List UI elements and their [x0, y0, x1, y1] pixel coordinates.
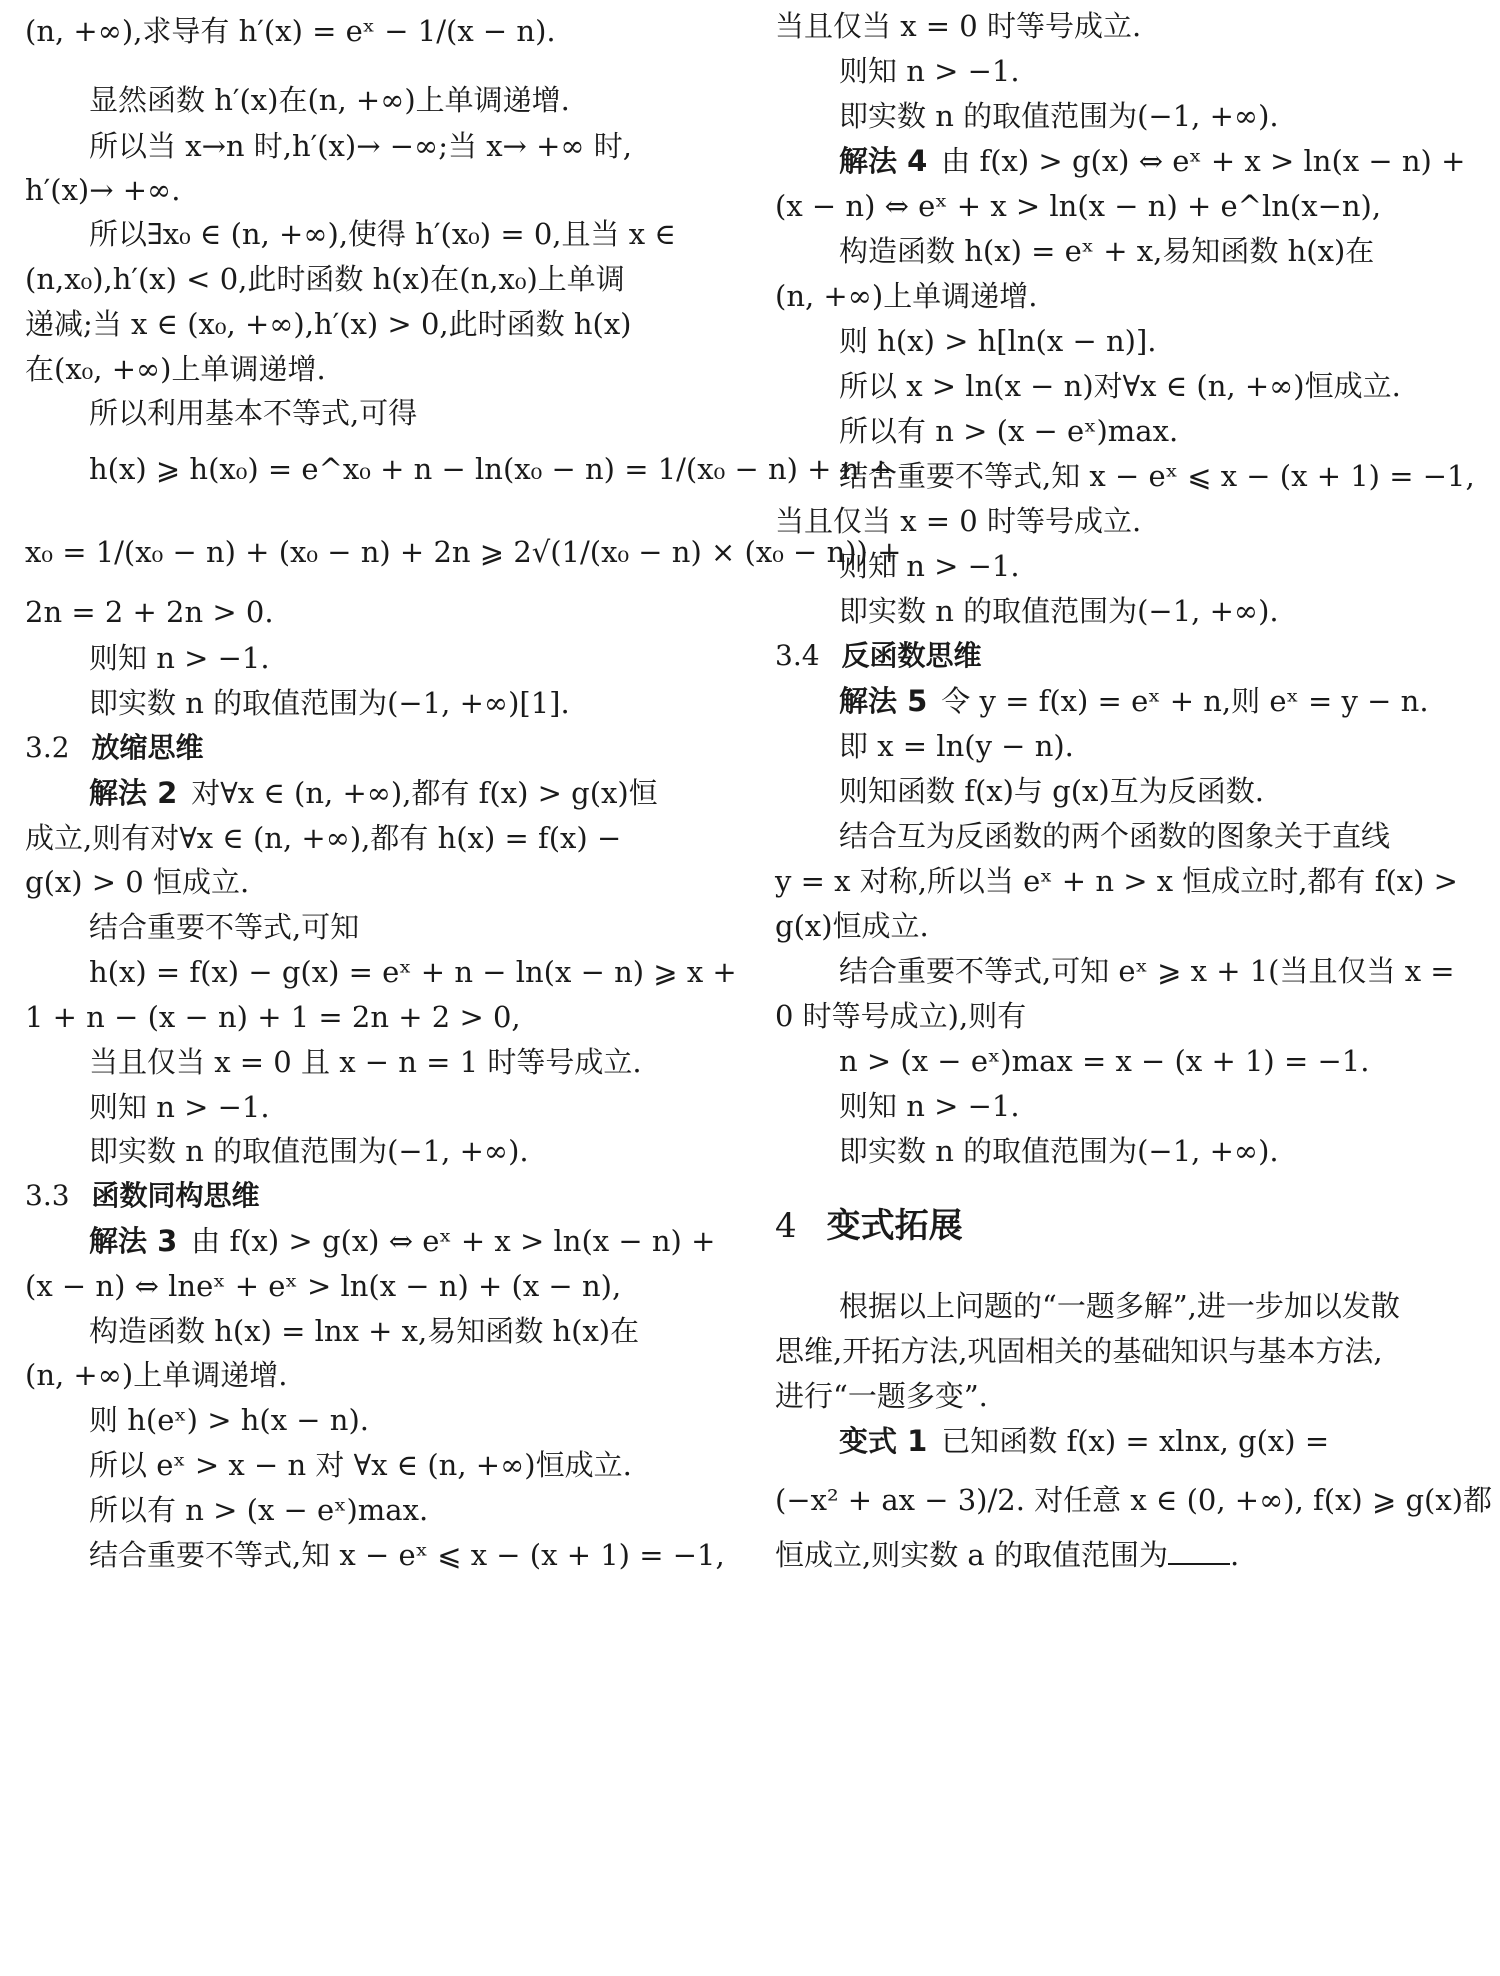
text-line: 0 时等号成立),则有 — [775, 999, 1027, 1033]
section-title: 变式拓展 — [826, 1206, 963, 1246]
text-line: h′(x)→ +∞. — [25, 173, 181, 207]
text-line: 解法 2 对∀x ∈ (n, +∞),都有 f(x) > g(x)恒 — [89, 776, 658, 810]
text-line: 结合互为反函数的两个函数的图象关于直线 — [839, 819, 1391, 853]
formula-line: x₀ = 1/(x₀ − n) + (x₀ − n) + 2n ⩾ 2√(1/(x₀ − n) × (x₀ − n)) + — [25, 535, 902, 569]
text-line: 结合重要不等式,知 x − eˣ ⩽ x − (x + 1) = −1, — [89, 1538, 725, 1572]
text-line: 思维,开拓方法,巩固相关的基础知识与基本方法, — [775, 1334, 1383, 1368]
text-line: 结合重要不等式,可知 — [89, 910, 360, 944]
text-line: 即 x = ln(y − n). — [839, 729, 1074, 763]
section-number: 4 — [775, 1206, 797, 1246]
text-line: 则知 n > −1. — [839, 1089, 1020, 1123]
text-line: 恒成立,则实数 a 的取值范围为 . — [775, 1538, 1240, 1572]
text-line: (n, +∞)上单调递增. — [25, 1358, 288, 1392]
text-line: 即实数 n 的取值范围为(−1, +∞)[1]. — [89, 686, 570, 720]
text-line: 则知 n > −1. — [89, 1090, 270, 1124]
text-line: 所以 x > ln(x − n)对∀x ∈ (n, +∞)恒成立. — [839, 369, 1401, 403]
text-line: (n, +∞)上单调递增. — [775, 279, 1038, 313]
section-number: 3.2 — [25, 731, 70, 764]
text-line: (n, +∞),求导有 h′(x) = eˣ − 1/(x − n). — [25, 14, 556, 48]
answer-blank — [1168, 1539, 1230, 1565]
method-label: 解法 5 — [839, 684, 928, 718]
section-title: 反函数思维 — [841, 639, 982, 672]
text-line: 即实数 n 的取值范围为(−1, +∞). — [839, 1134, 1279, 1168]
text-line: 即实数 n 的取值范围为(−1, +∞). — [839, 594, 1279, 628]
text-line: 解法 3 由 f(x) > g(x) ⇔ eˣ + x > ln(x − n) + — [89, 1224, 716, 1258]
section-heading — [25, 728, 204, 768]
method-label: 解法 2 — [89, 776, 178, 810]
text-line: y = x 对称,所以当 eˣ + n > x 恒成立时,都有 f(x) > — [775, 864, 1458, 898]
formula-line: n > (x − eˣ)max = x − (x + 1) = −1. — [839, 1044, 1370, 1078]
text-line: 所以有 n > (x − eˣ)max. — [89, 1493, 429, 1527]
text-line: 则 h(x) > h[ln(x − n)]. — [839, 324, 1157, 358]
section-heading — [775, 1206, 963, 1246]
method-label: 解法 3 — [89, 1224, 178, 1258]
section-number: 3.3 — [25, 1179, 70, 1212]
formula-line: h(x) = f(x) − g(x) = eˣ + n − ln(x − n) ⩾ x + — [89, 955, 737, 989]
formula-line: (x − n) ⇔ eˣ + x > ln(x − n) + e^ln(x−n), — [775, 189, 1382, 223]
text-line: 则知 n > −1. — [89, 641, 270, 675]
text-line: 当且仅当 x = 0 时等号成立. — [775, 504, 1142, 538]
text-line: 当且仅当 x = 0 时等号成立. — [775, 9, 1142, 43]
text-line: 在(x₀, +∞)上单调递增. — [25, 352, 326, 386]
section-title: 放缩思维 — [91, 731, 204, 764]
text-line: 所以∃x₀ ∈ (n, +∞),使得 h′(x₀) = 0,且当 x ∈ — [89, 217, 676, 251]
text-line: 构造函数 h(x) = lnx + x,易知函数 h(x)在 — [89, 1314, 640, 1348]
text-line: 当且仅当 x = 0 且 x − n = 1 时等号成立. — [89, 1045, 642, 1079]
text-line: 递减;当 x ∈ (x₀, +∞),h′(x) > 0,此时函数 h(x) — [25, 307, 632, 341]
text-line: 所以利用基本不等式,可得 — [89, 396, 418, 430]
text-line: 构造函数 h(x) = eˣ + x,易知函数 h(x)在 — [839, 234, 1375, 268]
formula-line: h(x) ⩾ h(x₀) = e^x₀ + n − ln(x₀ − n) = 1/(x₀ − n) + n + — [89, 452, 893, 486]
text-line: 则知函数 f(x)与 g(x)互为反函数. — [839, 774, 1264, 808]
text-line: 解法 5 令 y = f(x) = eˣ + n,则 eˣ = y − n. — [839, 684, 1429, 718]
text-line: g(x) > 0 恒成立. — [25, 865, 250, 899]
section-title: 函数同构思维 — [91, 1179, 260, 1212]
text-line: 变式 1 已知函数 f(x) = xlnx, g(x) = — [839, 1424, 1330, 1458]
text-line: 所以 eˣ > x − n 对 ∀x ∈ (n, +∞)恒成立. — [89, 1448, 632, 1482]
text-line: (n,x₀),h′(x) < 0,此时函数 h(x)在(n,x₀)上单调 — [25, 262, 625, 296]
text-line: 成立,则有对∀x ∈ (n, +∞),都有 h(x) = f(x) − — [25, 821, 622, 855]
text-line: 即实数 n 的取值范围为(−1, +∞). — [89, 1134, 529, 1168]
section-heading — [775, 636, 982, 676]
formula-line: 1 + n − (x − n) + 1 = 2n + 2 > 0, — [25, 1000, 521, 1034]
text-line: 进行“一题多变”. — [775, 1379, 988, 1413]
text-line: 所以有 n > (x − eˣ)max. — [839, 414, 1179, 448]
text-line: 则知 n > −1. — [839, 549, 1020, 583]
formula-line: (x − n) ⇔ lneˣ + eˣ > ln(x − n) + (x − n), — [25, 1269, 622, 1303]
text-line: 即实数 n 的取值范围为(−1, +∞). — [839, 99, 1279, 133]
section-number: 3.4 — [775, 639, 820, 672]
text-line: g(x)恒成立. — [775, 909, 929, 943]
method-label: 解法 4 — [839, 144, 928, 178]
formula-line: (−x² + ax − 3)/2. 对任意 x ∈ (0, +∞), f(x) ⩾ g(x)都 — [775, 1483, 1493, 1517]
text-line: 所以当 x→n 时,h′(x)→ −∞;当 x→ +∞ 时, — [89, 129, 632, 163]
text-line: 则知 n > −1. — [839, 54, 1020, 88]
text-line: 结合重要不等式,知 x − eˣ ⩽ x − (x + 1) = −1, — [839, 459, 1475, 493]
text-line: 根据以上问题的“一题多解”,进一步加以发散 — [839, 1289, 1400, 1323]
formula-line: 2n = 2 + 2n > 0. — [25, 595, 274, 629]
text-line: 结合重要不等式,可知 eˣ ⩾ x + 1(当且仅当 x = — [839, 954, 1455, 988]
text-line: 显然函数 h′(x)在(n, +∞)上单调递增. — [89, 83, 570, 117]
text-line: 则 h(eˣ) > h(x − n). — [89, 1403, 370, 1437]
text-line: 解法 4 由 f(x) > g(x) ⇔ eˣ + x > ln(x − n) + — [839, 144, 1466, 178]
variant-label: 变式 1 — [839, 1424, 928, 1458]
section-heading — [25, 1176, 260, 1216]
